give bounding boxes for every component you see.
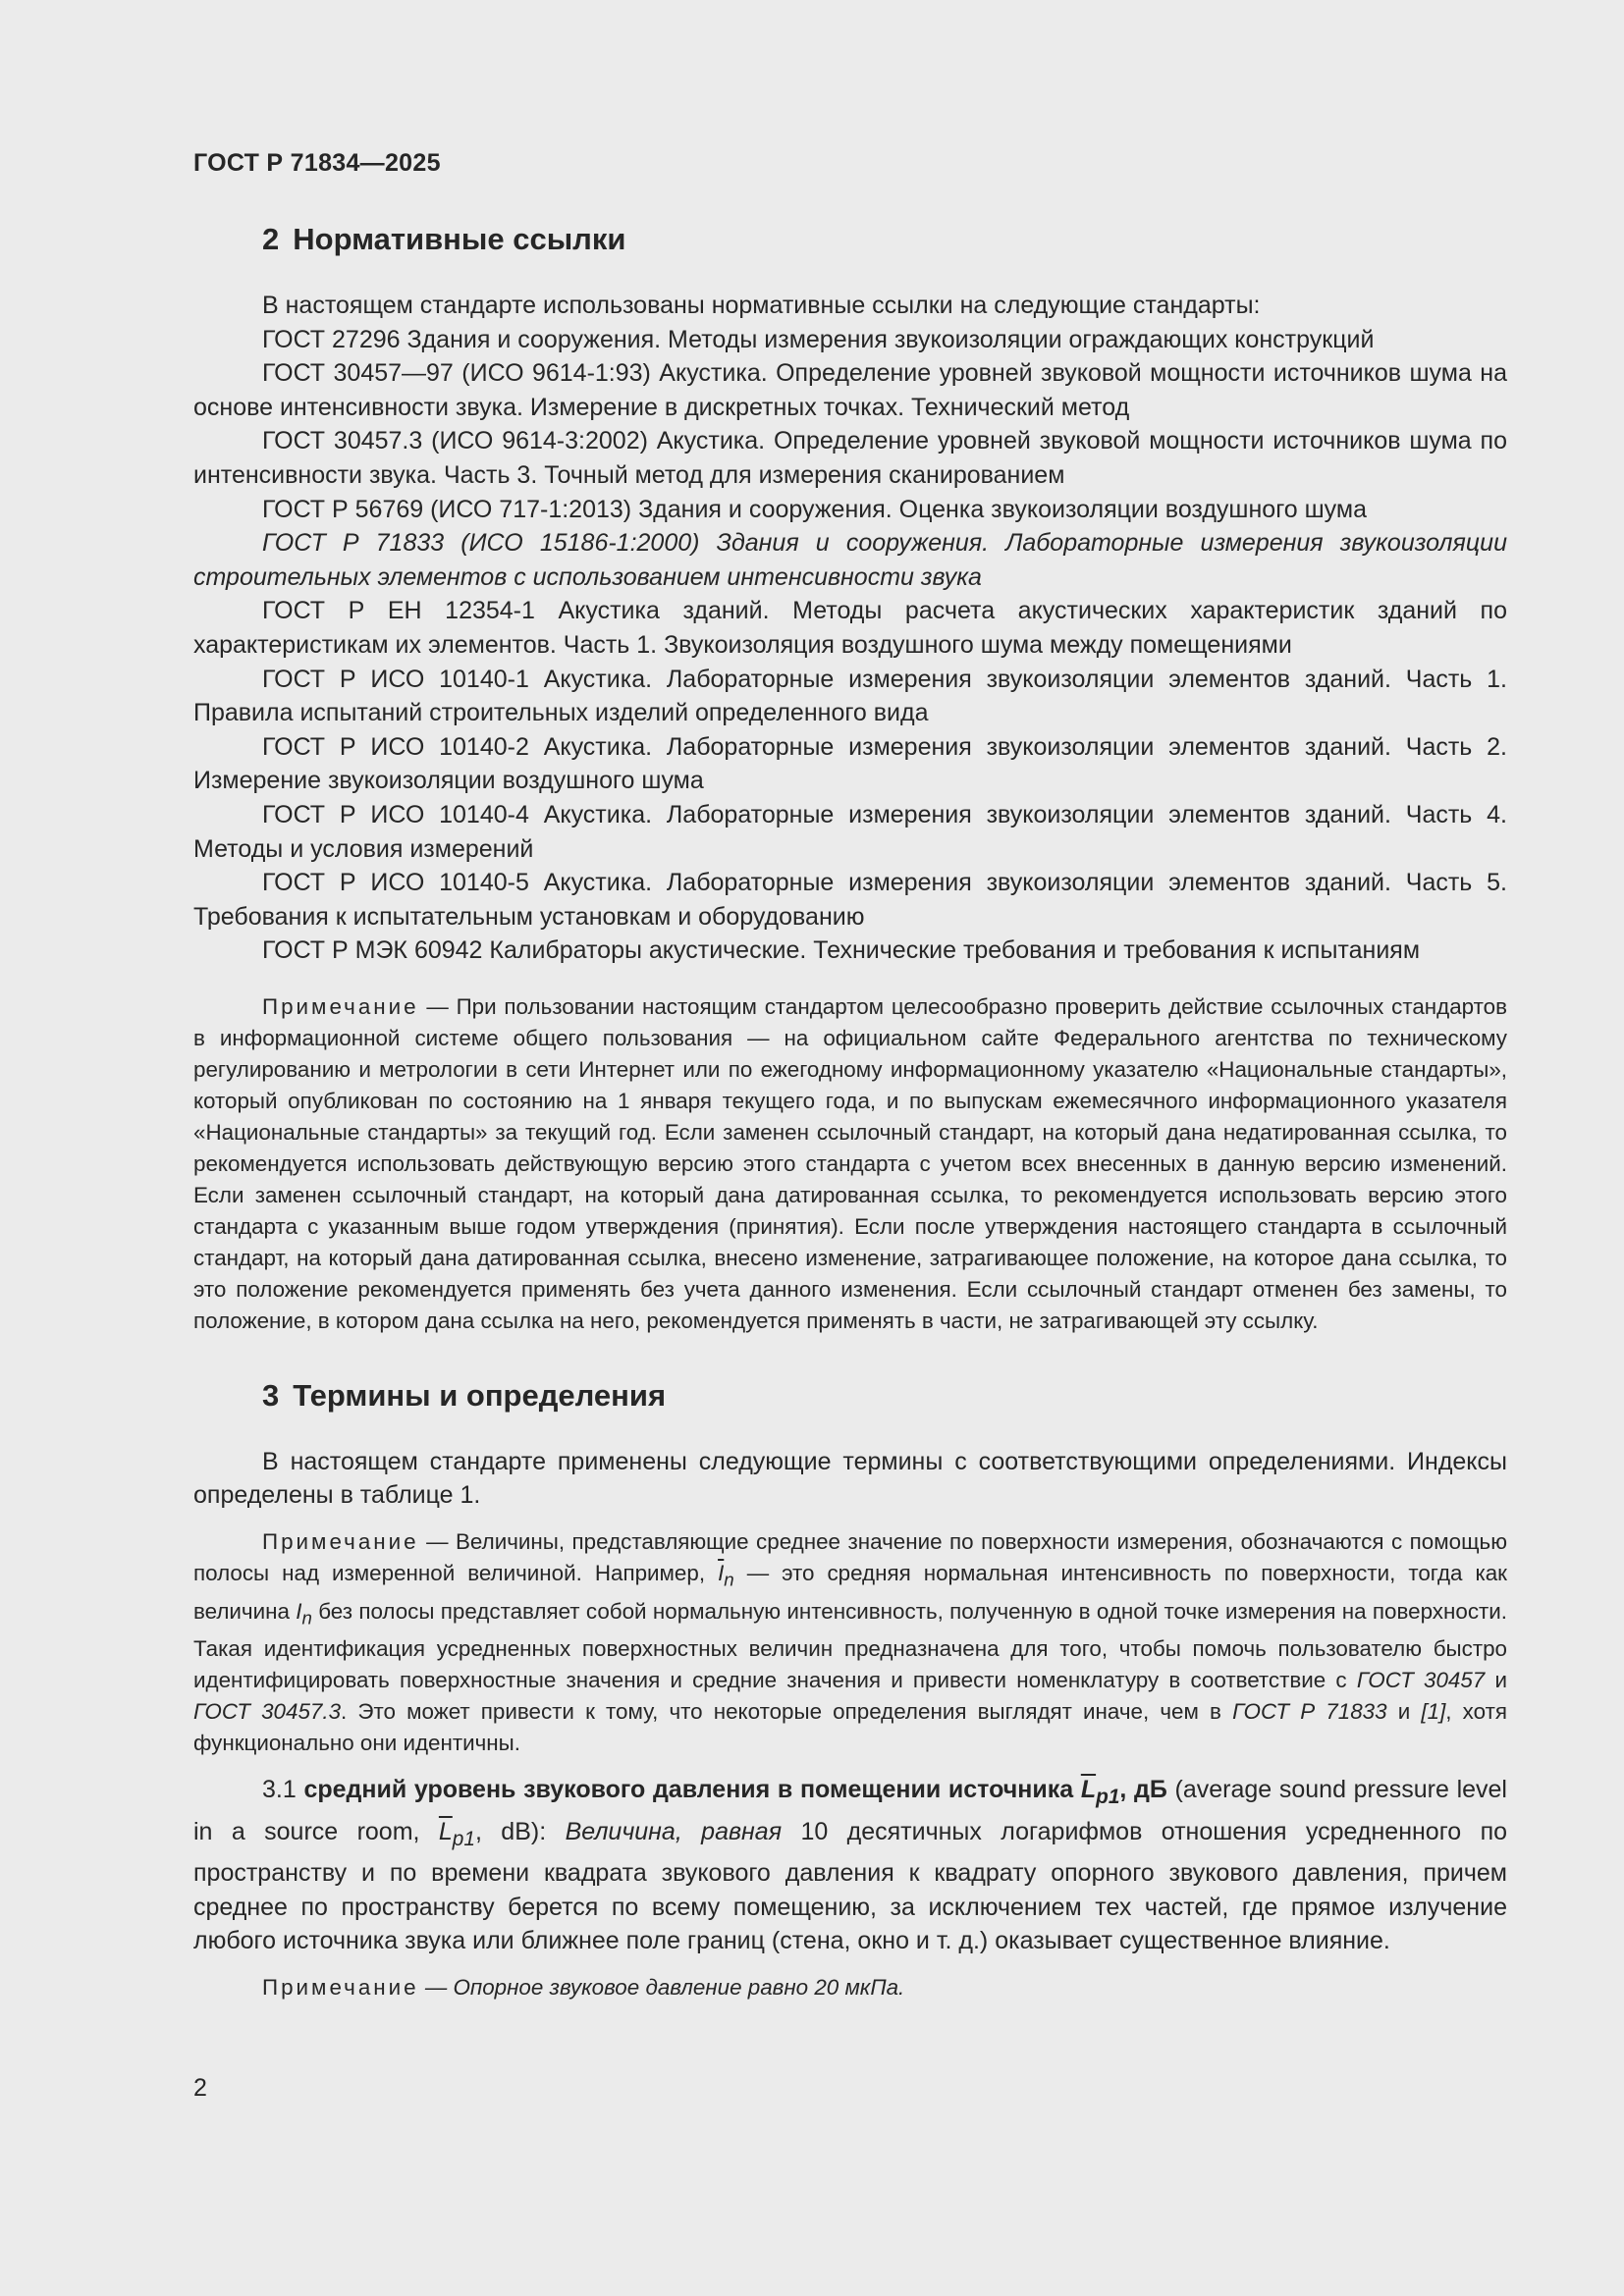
standard-ref: ГОСТ Р 71833: [1232, 1699, 1387, 1724]
standard-ref: ГОСТ 30457.3: [193, 1699, 342, 1724]
note-label: Примечание: [262, 993, 419, 1019]
section-title: Термины и определения: [293, 1377, 667, 1413]
section-number: 3: [262, 1377, 280, 1413]
document-code: ГОСТ Р 71834—2025: [193, 149, 441, 177]
section-title: Нормативные ссылки: [293, 222, 626, 256]
note-paragraph: [193, 1972, 1507, 2003]
term-subscript: p1: [1096, 1786, 1120, 1808]
note-text: и: [1494, 1668, 1507, 1692]
note-text: — это средняя нормальная интенсивность по поверхности, тогда как величина: [193, 1561, 1507, 1624]
reference-item: ГОСТ Р ИСО 10140-5 Акустика. Лабораторные измерения звукоизоляции элементов зданий. Часть 5. Требования к испытательным установкам и оборудованию: [193, 869, 1507, 931]
term-definition: [193, 1773, 1507, 1958]
symbol-i: I: [296, 1598, 302, 1624]
page-content: [193, 222, 1507, 2003]
note-label: Примечание: [262, 1529, 419, 1555]
reference-item: ГОСТ 30457—97 (ИСО 9614-1:93) Акустика. Определение уровней звуковой мощности источников шума на основе интенсивности звука. Измерение в дискретных точках. Технический метод: [193, 359, 1507, 421]
reference-item: ГОСТ Р МЭК 60942 Калибраторы акустические. Технические требования и требования к испытаниям: [262, 936, 1421, 965]
section-3-heading: [262, 1378, 1507, 1414]
page-number: 2: [193, 2074, 207, 2102]
term-english: (average sound pressure level in a source room,: [193, 1776, 1507, 1845]
reference-item: ГОСТ Р ИСО 10140-2 Акустика. Лабораторные измерения звукоизоляции элементов зданий. Часть 2. Измерение звукоизоляции воздушного шума: [193, 732, 1507, 795]
term-name: средний уровень звукового давления в помещении источника: [303, 1776, 1074, 1803]
note-paragraph: [193, 1526, 1507, 1759]
symbol-i-bar: $\overline{I}$: [718, 1561, 725, 1586]
note-text: и: [1397, 1699, 1411, 1724]
reference-item: ГОСТ Р 71833 (ИСО 15186-1:2000) Здания и сооружения. Лабораторные измерения звукоизоляции строительных элементов с использованием интенсивности звука: [193, 529, 1507, 591]
note-paragraph: [193, 991, 1507, 1337]
note-label: Примечание: [262, 1974, 419, 2000]
section-number: 2: [262, 222, 280, 256]
reference-item: ГОСТ Р ЕН 12354-1 Акустика зданий. Методы расчета акустических характеристик зданий по характеристикам их элементов. Часть 1. Звукоизоляция воздушного шума между помещениями: [193, 597, 1507, 659]
note-text: — Величины, представляющие среднее значение по поверхности измерения, обозначаются с помощью полосы над измеренной величиной. Например,: [193, 1529, 1507, 1586]
note-text: — При пользовании настоящим стандартом целесообразно проверить действие ссылочных стандартов в информационной системе общего пользования — на официальном сайте Федерального агентства по техническому регулированию и метрологии в сети Интернет или по ежегодному информационному указателю «Национальные стандарты», который опубликован по состоянию на 1 января текущего года, и по выпускам ежемесячного информационного указателя «Национальные стандарты» за текущий год. Если заменен ссылочный стандарт, на который дана недатированная ссылка, то рекомендуется использовать действующую версию этого стандарта с учетом всех внесенных в данную версию изменений. Если заменен ссылочный стандарт, на который дана датированная ссылка, то рекомендуется использовать версию этого стандарта с указанным выше годом утверждения (принятия). Если после утверждения настоящего стандарта в ссылочный стандарт, на который дана датированная ссылка, внесено изменение, затрагивающее положение, на которое дана ссылка, то это положение рекомендуется применять без учета данного изменения. Если ссылочный стандарт отменен без замены, то положение, в котором дана ссылка на него, рекомендуется применять в части, не затрагивающей эту ссылку.: [193, 993, 1507, 1333]
note-text: . Это может привести к тому, что некоторые определения выглядят иначе, чем в: [341, 1699, 1221, 1724]
term-unit: , дБ: [1119, 1776, 1167, 1803]
term-english: , dB):: [474, 1817, 547, 1845]
definition-text: 10 десятичных логарифмов отношения усредненного по пространству и по времени квадрата звукового давления к квадрату опорного звукового давления, причем среднее по пространству берется по всему помещению, за исключением тех частей, где прямое излучение любого источника звука или ближнее поле границ (стена, окно и т. д.) оказывает существенное влияние.: [193, 1817, 1508, 1955]
reference-item: ГОСТ Р 56769 (ИСО 717-1:2013) Здания и сооружения. Оценка звукоизоляции воздушного шума: [262, 495, 1367, 523]
section-2-heading: [262, 222, 1507, 257]
reference-item: ГОСТ Р ИСО 10140-1 Акустика. Лабораторные измерения звукоизоляции элементов зданий. Часть 1. Правила испытаний строительных изделий определенного вида: [193, 665, 1507, 727]
term-symbol: $\overline{L}$: [1080, 1776, 1097, 1803]
bibliography-ref: [1]: [1421, 1699, 1446, 1724]
note-text: — Опорное звуковое давление равно 20 мкПа.: [424, 1974, 905, 2000]
section-intro: В настоящем стандарте применены следующие термины с соответствующими определениями. Индексы определены в таблице 1.: [193, 1447, 1507, 1510]
section-intro: В настоящем стандарте использованы нормативные ссылки на следующие стандарты:: [262, 292, 1261, 319]
symbol-subscript: n: [724, 1569, 734, 1590]
note-text: , хотя функционально они идентичны.: [193, 1699, 1507, 1755]
reference-item: ГОСТ 27296 Здания и сооружения. Методы измерения звукоизоляции ограждающих конструкций: [262, 325, 1375, 353]
definition-italic: Величина, равная: [565, 1817, 783, 1845]
term-symbol: $\overline{L}$: [438, 1817, 453, 1845]
note-text: без полосы представляет собой нормальную интенсивность, полученную в одной точке измерения на поверхности. Такая идентификация усредненных поверхностных величин предназначена для того, чтобы помочь пользователю быстро идентифицировать поверхностные значения и средние значения и привести номенклатуру в соответствие с: [193, 1598, 1507, 1692]
term-number: 3.1: [262, 1776, 297, 1803]
symbol-subscript: n: [301, 1607, 312, 1628]
standard-ref: ГОСТ 30457: [1356, 1668, 1486, 1692]
reference-item: ГОСТ 30457.3 (ИСО 9614-3:2002) Акустика. Определение уровней звуковой мощности источников шума по интенсивности звука. Часть 3. Точный метод для измерения сканированием: [193, 427, 1507, 489]
term-subscript: p1: [452, 1827, 475, 1850]
reference-item: ГОСТ Р ИСО 10140-4 Акустика. Лабораторные измерения звукоизоляции элементов зданий. Часть 4. Методы и условия измерений: [193, 800, 1507, 863]
